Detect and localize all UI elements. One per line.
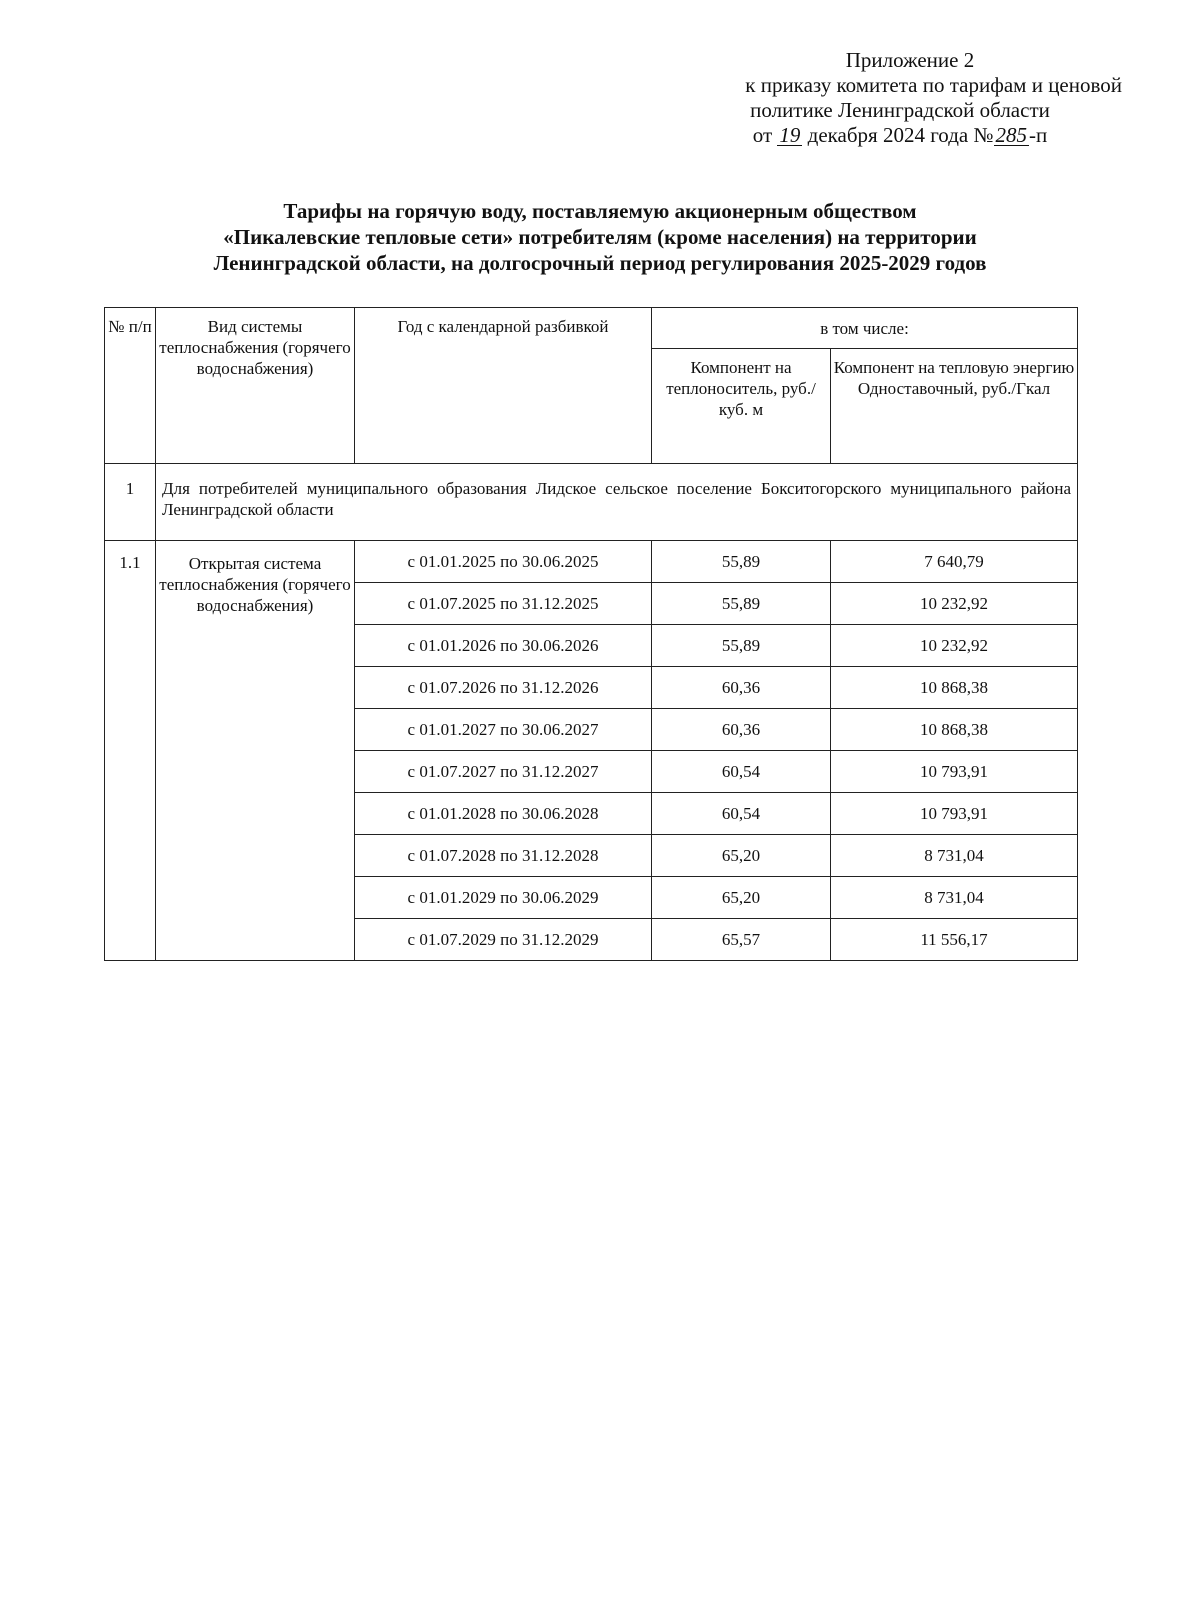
header-system-kind: Вид системы теплоснабжения (горячего водоснабжения) bbox=[156, 308, 355, 464]
period-cell: с 01.01.2028 по 30.06.2028 bbox=[355, 793, 652, 835]
annex-date-prefix: от bbox=[752, 123, 773, 147]
coolant-cell: 55,89 bbox=[652, 583, 831, 625]
title-line-2: «Пикалевские тепловые сети» потребителям (кроме населения) на территории bbox=[223, 225, 977, 249]
period-cell: с 01.07.2027 по 31.12.2027 bbox=[355, 751, 652, 793]
header-number: № п/п bbox=[105, 308, 156, 464]
period-cell: с 01.07.2025 по 31.12.2025 bbox=[355, 583, 652, 625]
annex-title: Приложение 2 bbox=[845, 48, 975, 72]
coolant-cell: 60,36 bbox=[652, 709, 831, 751]
period-cell: с 01.01.2027 по 30.06.2027 bbox=[355, 709, 652, 751]
header-coolant-component: Компонент на теплоноситель, руб./куб. м bbox=[652, 349, 831, 464]
annex-order-ref: к приказу комитета по тарифам и ценовой bbox=[745, 73, 1122, 97]
coolant-cell: 55,89 bbox=[652, 541, 831, 583]
period-cell: с 01.07.2029 по 31.12.2029 bbox=[355, 919, 652, 961]
header-period: Год с календарной разбивкой bbox=[355, 308, 652, 464]
annex-date-number bbox=[720, 123, 1080, 148]
tariff-table bbox=[104, 307, 1078, 961]
period-cell: с 01.07.2026 по 31.12.2026 bbox=[355, 667, 652, 709]
section-system-kind: Открытая система теплоснабжения (горячего водоснабжения) bbox=[156, 541, 355, 961]
table-row bbox=[105, 541, 1078, 583]
energy-cell: 10 793,91 bbox=[831, 751, 1078, 793]
coolant-cell: 65,20 bbox=[652, 835, 831, 877]
energy-cell: 11 556,17 bbox=[831, 919, 1078, 961]
header-including: в том числе: bbox=[652, 308, 1078, 349]
energy-cell: 7 640,79 bbox=[831, 541, 1078, 583]
energy-cell: 10 868,38 bbox=[831, 709, 1078, 751]
period-cell: с 01.07.2028 по 31.12.2028 bbox=[355, 835, 652, 877]
group-row bbox=[105, 464, 1078, 541]
handwritten-order-number: 285 bbox=[995, 123, 1027, 147]
handwritten-day: 19 bbox=[779, 123, 801, 147]
coolant-cell: 65,57 bbox=[652, 919, 831, 961]
group-description: Для потребителей муниципального образования Лидское сельское поселение Бокситогорского муниципального района Ленинградской области bbox=[156, 464, 1078, 541]
period-cell: с 01.01.2029 по 30.06.2029 bbox=[355, 877, 652, 919]
document-title bbox=[100, 198, 1100, 276]
coolant-cell: 60,36 bbox=[652, 667, 831, 709]
title-line-1: Тарифы на горячую воду, поставляемую акционерным обществом bbox=[283, 199, 917, 223]
period-cell: с 01.01.2026 по 30.06.2026 bbox=[355, 625, 652, 667]
annex-header bbox=[662, 48, 1122, 148]
coolant-cell: 60,54 bbox=[652, 793, 831, 835]
energy-cell: 10 232,92 bbox=[831, 625, 1078, 667]
group-number: 1 bbox=[105, 464, 156, 541]
section-number: 1.1 bbox=[105, 541, 156, 961]
annex-number-suffix: -п bbox=[1029, 123, 1048, 147]
period-cell: с 01.01.2025 по 30.06.2025 bbox=[355, 541, 652, 583]
energy-cell: 10 793,91 bbox=[831, 793, 1078, 835]
title-line-3: Ленинградской области, на долгосрочный период регулирования 2025-2029 годов bbox=[213, 251, 987, 275]
energy-cell: 10 232,92 bbox=[831, 583, 1078, 625]
energy-cell: 8 731,04 bbox=[831, 835, 1078, 877]
coolant-cell: 55,89 bbox=[652, 625, 831, 667]
header-energy-component: Компонент на тепловую энергию Одноставочный, руб./Гкал bbox=[831, 349, 1078, 464]
energy-cell: 8 731,04 bbox=[831, 877, 1078, 919]
annex-date-middle: декабря 2024 года № bbox=[807, 123, 994, 147]
energy-cell: 10 868,38 bbox=[831, 667, 1078, 709]
coolant-cell: 60,54 bbox=[652, 751, 831, 793]
coolant-cell: 65,20 bbox=[652, 877, 831, 919]
annex-committee: политике Ленинградской области bbox=[750, 98, 1050, 122]
